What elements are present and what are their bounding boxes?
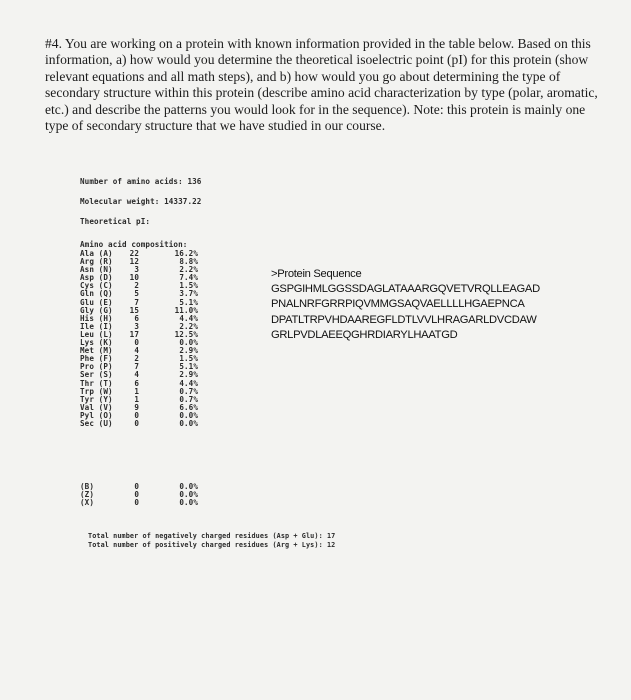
amino-acid-count-value: 3 — [134, 321, 139, 331]
amino-acid-name: (Z) — [80, 490, 95, 500]
sequence-label: >Protein Sequence — [271, 268, 362, 280]
amino-acid-name: Ser (S) — [80, 370, 113, 380]
amino-acid-name: Asn (N) — [80, 265, 113, 275]
composition-heading: Amino acid composition: — [80, 240, 188, 249]
amino-acid-count-value: 0 — [134, 410, 139, 420]
amino-acid-percent: 2.9% — [179, 370, 198, 380]
amino-acid-count-value: 1 — [134, 386, 139, 396]
composition-row — [80, 420, 200, 428]
amino-acid-percent: 2.2% — [179, 265, 198, 275]
amino-acid-name: Val (V) — [80, 402, 113, 412]
amino-acid-count-value: 0 — [134, 498, 139, 508]
molecular-weight: Molecular weight: 14337.22 — [80, 197, 202, 206]
amino-acid-percent: 7.4% — [179, 273, 198, 283]
amino-acid-count-value: 0 — [134, 418, 139, 428]
sequence-line: DPATLTRPVHDAAREGFLDTLVVLHRAGARLDVCDAW — [271, 313, 537, 326]
amino-acid-count-value: 2 — [134, 281, 139, 291]
amino-acid-percent: 0.0% — [179, 482, 198, 491]
total-positive-residues: Total number of positively charged residues (Arg + Lys): 12 — [88, 541, 336, 549]
composition-extra-table — [80, 483, 200, 507]
amino-acid-count-value: 12 — [129, 257, 139, 267]
amino-acid-count-value: 0 — [134, 482, 139, 491]
amino-acid-count-value: 6 — [134, 313, 139, 323]
amino-acid-name: Pyl (O) — [80, 410, 113, 420]
amino-acid-percent: 5.1% — [179, 297, 198, 307]
amino-acid-name: Gly (G) — [80, 305, 113, 315]
amino-acid-name: Cys (C) — [80, 281, 113, 291]
amino-acid-percent: 4.4% — [179, 378, 198, 388]
sequence-line: PNALNRFGRRPIQVMMGSAQVAELLLLHGAEPNCA — [271, 298, 525, 311]
amino-acid-count-value: 4 — [134, 370, 139, 380]
amino-acid-name: Lys (K) — [80, 338, 113, 348]
amino-acid-percent: 0.0% — [179, 338, 198, 348]
question-text: #4. You are working on a protein with known information provided in the table below. Based on this information, a) how would you determine the theoretical isoelectric point (pI) for this protein (show relevant equations and all math steps), and b) how would you go about determining the type of secondary structure within this protein (describe amino acid characterization by type (polar, aromatic, etc.) and describe the patterns you would look for in the sequence). Note: this protein is mainly one type of secondary structure that we have studied in our course. — [45, 36, 598, 134]
amino-acid-percent: 2.9% — [179, 346, 198, 356]
amino-acid-percent: 1.5% — [179, 354, 198, 364]
amino-acid-percent: 3.7% — [179, 289, 198, 299]
amino-acid-name: Met (M) — [80, 346, 113, 356]
amino-acid-count-value: 15 — [129, 305, 139, 315]
theoretical-pi-label: Theoretical pI: — [80, 217, 151, 226]
amino-acid-count-value: 10 — [129, 273, 139, 283]
amino-acid-percent: 2.2% — [179, 321, 198, 331]
amino-acid-percent: 0.0% — [179, 410, 198, 420]
amino-acid-percent: 12.5% — [174, 329, 198, 339]
amino-acid-count-value: 0 — [134, 490, 139, 500]
protein-sequence-block — [271, 267, 540, 343]
amino-acid-count-value: 0 — [134, 338, 139, 348]
amino-acid-percent: 0.0% — [179, 498, 198, 508]
sequence-line: GRLPVDLAEEQGHRDIARYLHAATGD — [271, 328, 458, 341]
amino-acid-name: Phe (F) — [80, 354, 113, 364]
amino-acid-count-value: 9 — [134, 402, 139, 412]
total-negative-residues: Total number of negatively charged residues (Asp + Glu): 17 — [88, 532, 336, 540]
amino-acid-count-value: 17 — [129, 329, 139, 339]
amino-acid-name: Asp (D) — [80, 273, 113, 283]
amino-acid-name: Leu (L) — [80, 329, 113, 339]
amino-acid-percent: 1.5% — [179, 281, 198, 291]
composition-table — [80, 250, 200, 428]
amino-acid-percent: 5.1% — [179, 362, 198, 372]
amino-acid-percent: 11.0% — [174, 305, 198, 315]
amino-acid-percent: 0.7% — [179, 386, 198, 396]
amino-acid-percent: 4.4% — [179, 313, 198, 323]
amino-acid-name: Pro (P) — [80, 362, 113, 372]
amino-acid-count: Number of amino acids: 136 — [80, 177, 202, 186]
amino-acid-percent: 8.8% — [179, 257, 198, 267]
amino-acid-percent: 16.2% — [174, 249, 198, 258]
amino-acid-count-value: 3 — [134, 265, 139, 275]
amino-acid-name: (B) — [80, 482, 95, 491]
amino-acid-count-value: 1 — [134, 394, 139, 404]
amino-acid-name: Tyr (Y) — [80, 394, 113, 404]
amino-acid-name: Sec (U) — [80, 418, 113, 428]
amino-acid-count-value: 22 — [129, 249, 139, 258]
amino-acid-count-value: 2 — [134, 354, 139, 364]
sequence-line: GSPGIHMLGGSSDAGLATAAARGQVETVRQLLEAGAD — [271, 283, 540, 296]
amino-acid-name: (X) — [80, 498, 95, 508]
amino-acid-name: His (H) — [80, 313, 113, 323]
amino-acid-percent: 6.6% — [179, 402, 198, 412]
amino-acid-count-value: 4 — [134, 346, 139, 356]
amino-acid-count-value: 5 — [134, 289, 139, 299]
amino-acid-name: Gln (Q) — [80, 289, 113, 299]
amino-acid-count-value: 7 — [134, 297, 139, 307]
amino-acid-count-value: 6 — [134, 378, 139, 388]
amino-acid-percent: 0.0% — [179, 490, 198, 500]
amino-acid-name: Glu (E) — [80, 297, 113, 307]
amino-acid-name: Thr (T) — [80, 378, 113, 388]
amino-acid-name: Arg (R) — [80, 257, 113, 267]
amino-acid-percent: 0.7% — [179, 394, 198, 404]
amino-acid-name: Ala (A) — [80, 249, 113, 258]
amino-acid-name: Trp (W) — [80, 386, 113, 396]
amino-acid-count-value: 7 — [134, 362, 139, 372]
amino-acid-percent: 0.0% — [179, 418, 198, 428]
composition-row — [80, 499, 200, 507]
amino-acid-name: Ile (I) — [80, 321, 113, 331]
